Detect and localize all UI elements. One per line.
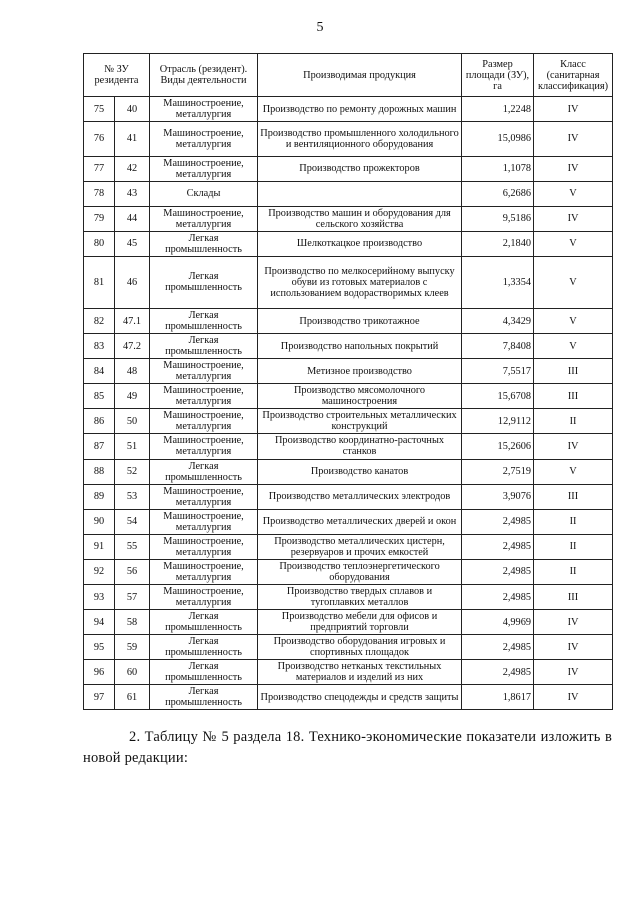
cell-row-number: 81 [84,256,115,308]
cell-zu-number: 57 [115,585,150,610]
table-row [84,206,613,231]
cell-area: 2,4985 [462,559,534,584]
cell-area: 7,5517 [462,359,534,384]
cell-zu-number: 55 [115,534,150,559]
cell-branch: Легкая промышленность [150,660,258,685]
table-row [84,484,613,509]
table-row [84,156,613,181]
header-branch: Отрасль (резидент). Виды деятельности [150,54,258,97]
cell-row-number: 84 [84,359,115,384]
table-row [84,559,613,584]
cell-branch: Легкая промышленность [150,256,258,308]
cell-product: Производство твердых сплавов и тугоплавких металлов [258,585,462,610]
cell-class: V [534,231,613,256]
cell-row-number: 96 [84,660,115,685]
cell-class: IV [534,685,613,710]
cell-zu-number: 42 [115,156,150,181]
cell-zu-number: 51 [115,434,150,459]
cell-product: Производство по мелкосерийному выпуску обуви из готовых материалов с использованием водорастворимых клеев [258,256,462,308]
cell-zu-number: 50 [115,409,150,434]
cell-zu-number: 49 [115,384,150,409]
cell-area: 2,4985 [462,534,534,559]
table-header-row [84,54,613,97]
table-row [84,256,613,308]
cell-class: III [534,384,613,409]
cell-class: IV [534,97,613,122]
cell-product: Производство машин и оборудования для сельского хозяйства [258,206,462,231]
cell-zu-number: 59 [115,635,150,660]
cell-product [258,181,462,206]
cell-branch: Машиностроение, металлургия [150,559,258,584]
cell-zu-number: 58 [115,610,150,635]
cell-row-number: 82 [84,308,115,333]
cell-class: IV [534,660,613,685]
cell-product: Производство металлических цистерн, резервуаров и прочих емкостей [258,534,462,559]
cell-area: 15,2606 [462,434,534,459]
table-row [84,660,613,685]
table-row [84,509,613,534]
table-row [84,384,613,409]
cell-zu-number: 61 [115,685,150,710]
cell-class: III [534,484,613,509]
table-row [84,635,613,660]
cell-product: Производство оборудования игровых и спортивных площадок [258,635,462,660]
table-row [84,585,613,610]
cell-row-number: 83 [84,334,115,359]
cell-zu-number: 44 [115,206,150,231]
cell-area: 2,1840 [462,231,534,256]
cell-row-number: 89 [84,484,115,509]
cell-branch: Машиностроение, металлургия [150,359,258,384]
cell-branch: Легкая промышленность [150,685,258,710]
cell-zu-number: 53 [115,484,150,509]
header-resident-no: № ЗУ резидента [84,54,150,97]
cell-branch: Машиностроение, металлургия [150,384,258,409]
cell-branch: Легкая промышленность [150,334,258,359]
cell-branch: Машиностроение, металлургия [150,484,258,509]
cell-class: V [534,181,613,206]
cell-class: V [534,256,613,308]
cell-product: Производство напольных покрытий [258,334,462,359]
cell-class: II [534,409,613,434]
cell-branch: Легкая промышленность [150,635,258,660]
cell-class: V [534,308,613,333]
cell-row-number: 77 [84,156,115,181]
cell-row-number: 75 [84,97,115,122]
cell-branch: Машиностроение, металлургия [150,156,258,181]
cell-branch: Машиностроение, металлургия [150,509,258,534]
cell-class: II [534,509,613,534]
header-area: Размер площади (ЗУ), га [462,54,534,97]
cell-area: 4,9969 [462,610,534,635]
cell-row-number: 85 [84,384,115,409]
cell-area: 2,4985 [462,660,534,685]
cell-area: 15,6708 [462,384,534,409]
closing-paragraph: 2. Таблицу № 5 раздела 18. Технико-экономические показатели изложить в новой редакции: [83,729,612,766]
cell-row-number: 91 [84,534,115,559]
cell-area: 2,4985 [462,585,534,610]
cell-area: 2,4985 [462,635,534,660]
cell-class: IV [534,434,613,459]
cell-product: Шелкоткацкое производство [258,231,462,256]
cell-product: Производство прожекторов [258,156,462,181]
cell-product: Производство мебели для офисов и предприятий торговли [258,610,462,635]
cell-branch: Машиностроение, металлургия [150,122,258,157]
cell-area: 1,3354 [462,256,534,308]
cell-zu-number: 46 [115,256,150,308]
cell-branch: Машиностроение, металлургия [150,434,258,459]
cell-product: Производство промышленного холодильного и вентиляционного оборудования [258,122,462,157]
cell-class: IV [534,635,613,660]
cell-area: 3,9076 [462,484,534,509]
table-row [84,334,613,359]
cell-branch: Легкая промышленность [150,459,258,484]
cell-class: III [534,585,613,610]
cell-row-number: 93 [84,585,115,610]
cell-branch: Легкая промышленность [150,308,258,333]
cell-class: IV [534,156,613,181]
cell-row-number: 78 [84,181,115,206]
table-row [84,610,613,635]
cell-zu-number: 52 [115,459,150,484]
cell-branch: Машиностроение, металлургия [150,585,258,610]
page-number: 5 [316,20,324,35]
cell-class: II [534,534,613,559]
cell-row-number: 97 [84,685,115,710]
cell-zu-number: 41 [115,122,150,157]
cell-zu-number: 56 [115,559,150,584]
cell-row-number: 76 [84,122,115,157]
cell-product: Производство канатов [258,459,462,484]
cell-branch: Машиностроение, металлургия [150,97,258,122]
cell-product: Производство металлических дверей и окон [258,509,462,534]
header-class: Класс (санитарная классификация) [534,54,613,97]
table-row [84,231,613,256]
header-product: Производимая продукция [258,54,462,97]
cell-branch: Машиностроение, металлургия [150,206,258,231]
cell-class: III [534,359,613,384]
cell-zu-number: 54 [115,509,150,534]
cell-area: 1,1078 [462,156,534,181]
cell-class: V [534,334,613,359]
cell-area: 7,8408 [462,334,534,359]
cell-product: Производство строительных металлических конструкций [258,409,462,434]
cell-area: 1,2248 [462,97,534,122]
cell-row-number: 80 [84,231,115,256]
cell-area: 2,4985 [462,509,534,534]
cell-product: Производство координатно-расточных станков [258,434,462,459]
table-row [84,122,613,157]
cell-area: 4,3429 [462,308,534,333]
cell-branch: Машиностроение, металлургия [150,534,258,559]
cell-row-number: 79 [84,206,115,231]
cell-zu-number: 47.2 [115,334,150,359]
cell-zu-number: 47.1 [115,308,150,333]
cell-branch: Склады [150,181,258,206]
cell-branch: Легкая промышленность [150,610,258,635]
cell-class: IV [534,610,613,635]
cell-area: 9,5186 [462,206,534,231]
table-row [84,409,613,434]
cell-zu-number: 45 [115,231,150,256]
cell-product: Производство спецодежды и средств защиты [258,685,462,710]
cell-row-number: 88 [84,459,115,484]
cell-area: 15,0986 [462,122,534,157]
cell-area: 2,7519 [462,459,534,484]
cell-product: Производство мясомолочного машиностроения [258,384,462,409]
cell-zu-number: 40 [115,97,150,122]
cell-branch: Машиностроение, металлургия [150,409,258,434]
cell-row-number: 90 [84,509,115,534]
cell-class: IV [534,122,613,157]
cell-class: IV [534,206,613,231]
table-row [84,685,613,710]
table-row [84,308,613,333]
cell-product: Производство металлических электродов [258,484,462,509]
cell-row-number: 95 [84,635,115,660]
table-row [84,359,613,384]
cell-area: 12,9112 [462,409,534,434]
table-row [84,459,613,484]
table-row [84,534,613,559]
table-row [84,181,613,206]
cell-row-number: 86 [84,409,115,434]
table-row [84,97,613,122]
cell-class: II [534,559,613,584]
cell-product: Метизное производство [258,359,462,384]
cell-product: Производство трикотажное [258,308,462,333]
cell-row-number: 94 [84,610,115,635]
cell-class: V [534,459,613,484]
cell-area: 1,8617 [462,685,534,710]
cell-zu-number: 48 [115,359,150,384]
cell-zu-number: 43 [115,181,150,206]
table-body [84,97,613,710]
residents-table [83,53,613,710]
table-row [84,434,613,459]
cell-area: 6,2686 [462,181,534,206]
cell-product: Производство теплоэнергетического оборудования [258,559,462,584]
cell-row-number: 92 [84,559,115,584]
cell-product: Производство нетканых текстильных материалов и изделий из них [258,660,462,685]
cell-zu-number: 60 [115,660,150,685]
cell-branch: Легкая промышленность [150,231,258,256]
cell-product: Производство по ремонту дорожных машин [258,97,462,122]
cell-row-number: 87 [84,434,115,459]
